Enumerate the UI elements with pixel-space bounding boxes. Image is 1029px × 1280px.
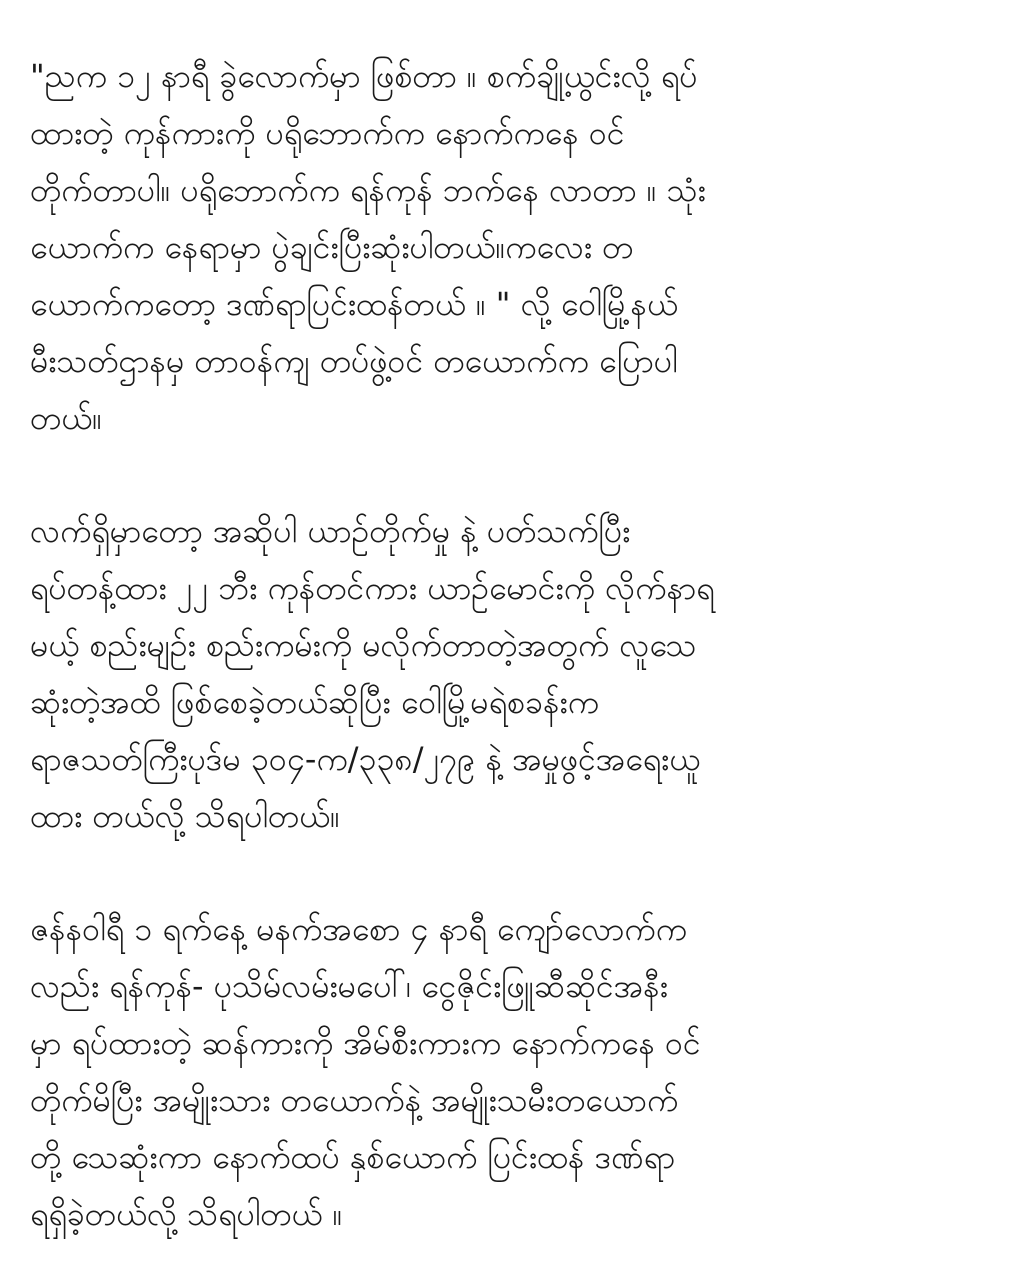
text-line: တိုက်တာပါ။ ပရိုဘောက်က ရန်ကုန် ဘက်နေ လာတာ ။ သုံး <box>30 171 706 209</box>
text-line: ဆုံးတဲ့အထိ ဖြစ်စေခဲ့တယ်ဆိုပြီး ဝေါမြို့မရဲစခန်းက <box>30 683 599 721</box>
text-line: ထား တယ်လို့ သိရပါတယ်။ <box>30 797 340 835</box>
text-line: "ညက ၁၂ နာရီ ခွဲလောက်မှာ ဖြစ်တာ ။ စက်ချို့ယွင်းလို့ ရပ် <box>30 57 698 95</box>
paragraph-1 <box>30 48 999 447</box>
text-line: မယ့် စည်းမျဉ်း စည်းကမ်းကို မလိုက်တာတဲ့အတွက် လူသေ <box>30 626 697 664</box>
text-line: ဇန်နဝါရီ ၁ ရက်နေ့ မနက်အစော ၄ နာရီ ကျော်လောက်က <box>30 910 687 948</box>
text-line: မှာ ရပ်ထားတဲ့ ဆန်ကားကို အိမ်စီးကားက နောက်ကနေ ဝင် <box>30 1024 701 1062</box>
text-line: တယ်။ <box>30 399 102 437</box>
paragraph-2 <box>30 503 999 845</box>
text-line: မီးသတ်ဌာနမှ တာဝန်ကျ တပ်ဖွဲ့ဝင် တယောက်က ပြောပါ <box>30 342 678 380</box>
paragraph-spacer <box>30 447 999 503</box>
text-line: ရာဇသတ်ကြီးပုဒ်မ ၃၀၄-က/၃၃၈/၂၇၉ နဲ့ အမှုဖွင့်အရေးယူ <box>30 740 701 778</box>
text-line: ယောက်က နေရာမှာ ပွဲချင်းပြီးဆုံးပါတယ်။ကလေး တ <box>30 228 634 266</box>
text-line: လက်ရှိမှာတော့ အဆိုပါ ယာဉ်တိုက်မှု နဲ့ ပတ်သက်ပြီး <box>30 512 631 550</box>
text-line: တိုက်မိပြီး အမျိုးသား တယောက်နဲ့ အမျိုးသမီးတယောက် <box>30 1081 679 1119</box>
text-line: ယောက်ကတော့ ဒဏ်ရာပြင်းထန်တယ် ။ " လို့ ဝေါမြို့နယ် <box>30 285 678 323</box>
text-line: ရရှိခဲ့တယ်လို့ သိရပါတယ် ။ <box>30 1195 343 1233</box>
text-line: တို့ သေဆုံးကာ နောက်ထပ် နှစ်ယောက် ပြင်းထန် ဒဏ်ရာ <box>30 1138 676 1176</box>
text-line: လည်း ရန်ကုန်- ပုသိမ်လမ်းမပေါ်၊ ငွေဇိုင်းဖြူဆီဆိုင်အနီး <box>30 967 668 1005</box>
paragraph-spacer <box>30 845 999 901</box>
paragraph-3 <box>30 901 999 1243</box>
text-line: ရပ်တန့်ထား ၂၂ ဘီး ကုန်တင်ကား ယာဉ်မောင်းကို လိုက်နာရ <box>30 569 715 607</box>
text-line: ထားတဲ့ ကုန်ကားကို ပရိုဘောက်က နောက်ကနေ ဝင် <box>30 114 625 152</box>
